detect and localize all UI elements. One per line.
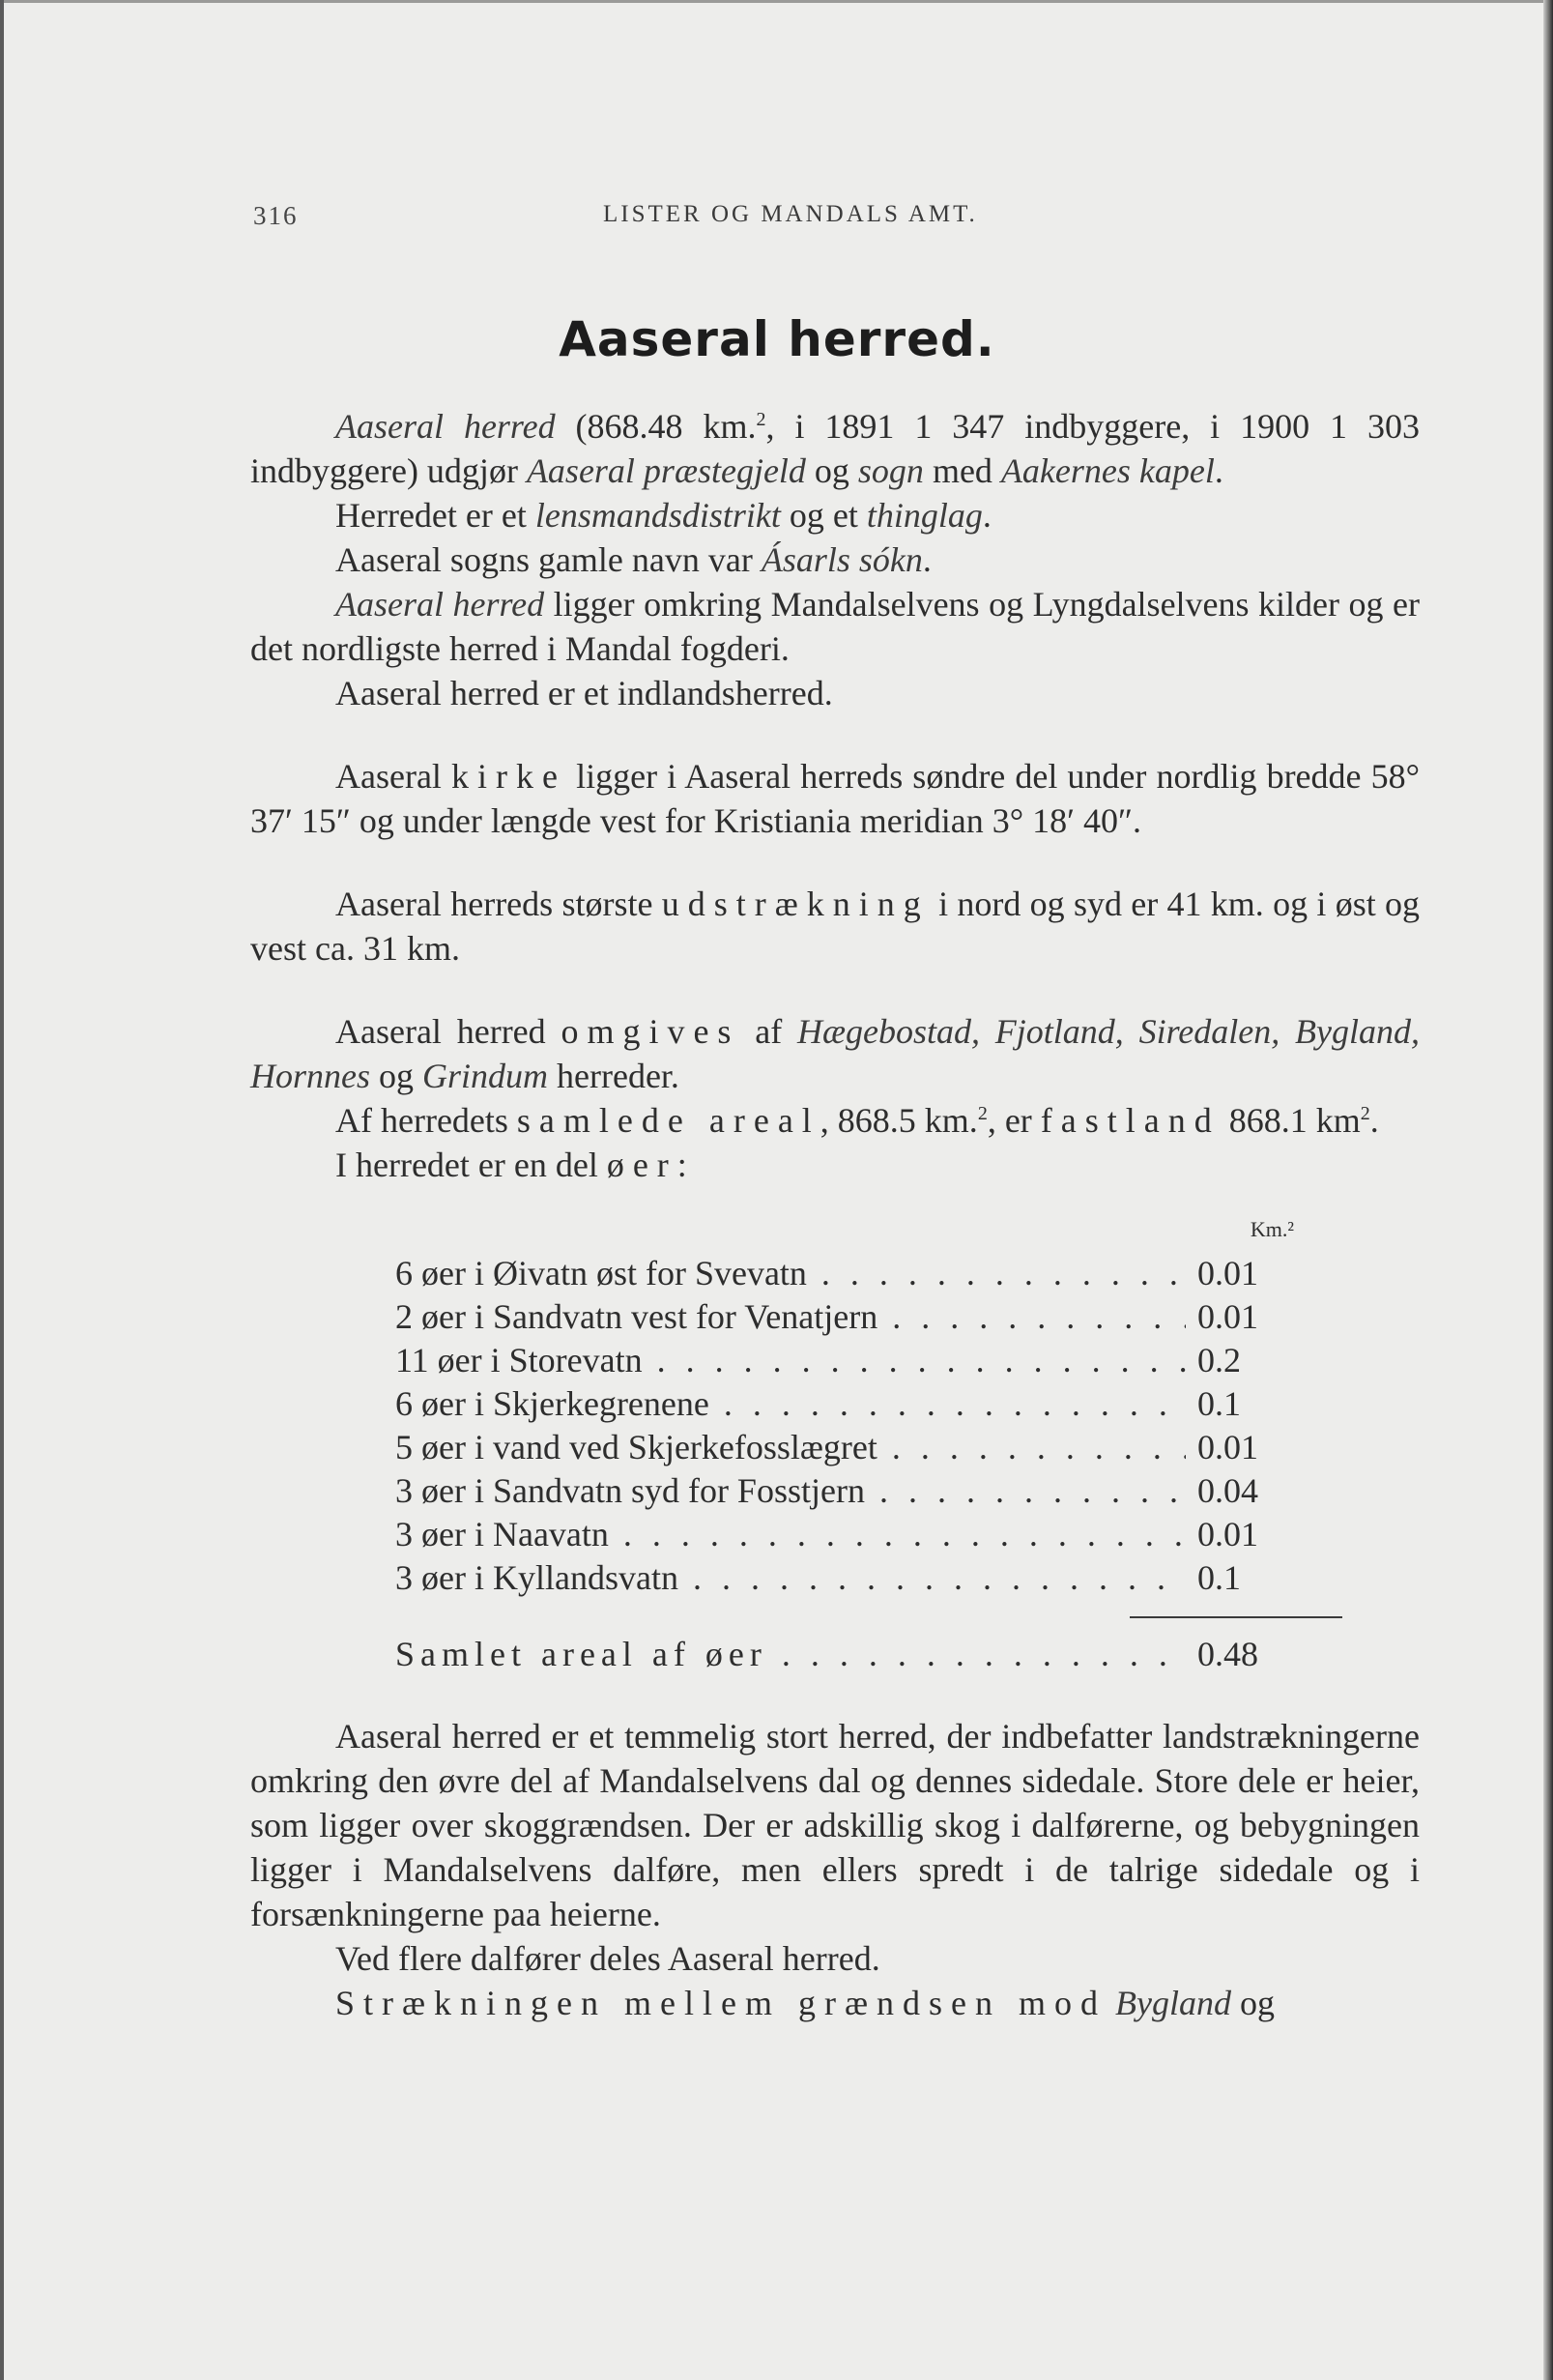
text-run [1107,1984,1115,2022]
superscript: 2 [1360,1103,1370,1124]
spaced-term: øer [606,1146,677,1184]
table-row [395,1251,1294,1294]
text-run: og et [780,496,867,535]
islands-table [395,1208,1294,1675]
text-run: (868.48 km. [555,407,757,446]
paragraph-old-name [250,537,1420,582]
page-right-edge [1543,0,1553,2380]
text-run: : [676,1146,687,1184]
text-run: herreder. [548,1057,679,1095]
row-description: 3 øer i Sandvatn syd for Fosstjern . . . [395,1468,1186,1513]
text-run: Aaseral herred [335,1012,561,1051]
text-run: i nord og syd er 41 km. og i øst og vest ca. 31 km. [250,885,1421,968]
spaced-term: kirke [451,757,566,796]
paragraph-district [250,493,1420,537]
italic-term: Aaseral herred [335,407,556,446]
text-run: Aaseral herreds største [335,885,662,923]
table-row [395,1468,1294,1512]
italic-term: Aaseral præstegjeld [526,451,806,490]
text-run: Aaseral [335,757,452,796]
paragraph-description [250,1714,1420,1936]
table-row [395,1512,1294,1555]
table-row [395,1338,1294,1381]
text-run: Af herredets [335,1101,517,1140]
spaced-term: fastland [1040,1101,1221,1140]
book-page [4,0,1550,2380]
text-run: . [1369,1101,1379,1140]
table-row [395,1381,1294,1425]
italic-term: Bygland [1114,1984,1231,2022]
table-row [395,1294,1294,1338]
table-row [395,1425,1294,1468]
text-run: ligger i Aaseral herreds søndre del under nordlig bredde 58° 37′ 15″ og under længde vest for Kristiania meridian 3° 18′ 40″. [250,757,1421,840]
row-description: 5 øer i vand ved Skjerkefosslægret . . . [395,1425,1186,1469]
text-run: og [1230,1984,1275,2022]
text-run: . [922,540,932,579]
paragraph-location [250,582,1420,671]
total-value: 0.48 [1197,1635,1258,1673]
text-run: og [370,1057,422,1095]
text-run: Aaseral herred er et temmelig stort herred, der indbefatter landstrækningerne omkring den øvre del af Mandalselvens dal og dennes sidedale. Store dele er heier, som ligger over skoggrændsen. Der er adskillig skog i dalførerne, og bebygningen ligger i Mandalselvens dalføre, men ellers spredt i de talrige sidedale og i forsænkningerne paa heierne. [250,1717,1420,1933]
superscript: 2 [756,409,766,430]
total-label: Samlet areal af øer . . . [395,1632,1186,1676]
text-run: med [923,451,1001,490]
text-run: I herredet er en del [335,1146,607,1184]
italic-term: Hægebostad, Fjotland, Siredalen, Bygland, Hornnes [250,1012,1420,1095]
text-run: af [739,1012,798,1051]
row-value: 0.04 [1197,1471,1258,1510]
paragraph-borders [250,1009,1420,1098]
table-row [395,1555,1294,1599]
spaced-term: udstrækning [661,885,930,923]
paragraph-intro [250,404,1420,493]
text-run: , i 1891 1 347 indbyggere, i 1900 1 303 indbyggere) udgjør [250,407,1421,490]
running-title: LISTER OG MANDALS AMT. [603,201,978,227]
row-description: 6 øer i Øivatn øst for Svevatn . . . [395,1251,1186,1295]
paragraph-inland [250,671,1420,715]
page-number: 316 [253,201,299,230]
row-description: 3 øer i Naavatn . . . [395,1512,1186,1556]
text-run: Aaseral sogns gamle navn var [335,540,762,579]
paragraph-church [250,754,1420,843]
row-description: 6 øer i Skjerkegrenene . . . [395,1381,1186,1426]
text-run: og [805,451,858,490]
paragraph-area [250,1098,1420,1143]
body-text [250,404,1420,2025]
page-top-edge [4,0,1550,3]
text-run: 868.1 km [1220,1101,1361,1140]
italic-term: thinglag [866,496,983,535]
row-description: 11 øer i Storevatn . . . [395,1338,1186,1382]
italic-term: Aaseral herred [335,585,545,624]
spaced-term: Strækningen mellem grændsen mod [335,1984,1107,2022]
italic-term: Grindum [422,1057,549,1095]
row-value: 0.2 [1197,1341,1241,1379]
row-description: 3 øer i Kyllandsvatn . . . [395,1555,1186,1600]
superscript: 2 [977,1103,988,1124]
row-value: 0.01 [1197,1254,1258,1292]
italic-term: Aakernes kapel [1000,451,1215,490]
row-value: 0.1 [1197,1384,1241,1423]
text-run: , er [987,1101,1041,1140]
spaced-term: omgives [561,1012,740,1051]
text-run: . [982,496,992,535]
paragraph-stretch [250,1981,1420,2025]
text-run: Ved flere dalfører deles Aaseral herred. [335,1939,880,1978]
sum-rule [1130,1616,1342,1618]
table-unit-header: Km.² [1250,1217,1294,1241]
italic-term: sogn [857,451,924,490]
row-value: 0.1 [1197,1558,1241,1597]
text-run: . [1214,451,1223,490]
paragraph-extent [250,882,1420,971]
spaced-term: samlede areal [516,1101,820,1140]
row-value: 0.01 [1197,1515,1258,1553]
section-title: Aaseral herred. [559,311,995,367]
text-run: , 868.5 km. [820,1101,978,1140]
paragraph-valleys [250,1936,1420,1981]
table-total-row [395,1632,1294,1675]
italic-term: Ásarls sókn [761,540,923,579]
row-description: 2 øer i Sandvatn vest for Venatjern . . . [395,1294,1186,1339]
paragraph-islands-intro [250,1143,1420,1187]
page-header [4,201,1550,240]
text-run: ligger omkring Mandalselvens og Lyngdalselvens kilder og er det nordligste herred i Mandal fogderi. [250,585,1420,668]
text-run: Aaseral herred er et indlandsherred. [335,674,833,712]
row-value: 0.01 [1197,1428,1258,1466]
row-value: 0.01 [1197,1297,1258,1336]
text-run: Herredet er et [335,496,535,535]
italic-term: lensmandsdistrikt [534,496,781,535]
